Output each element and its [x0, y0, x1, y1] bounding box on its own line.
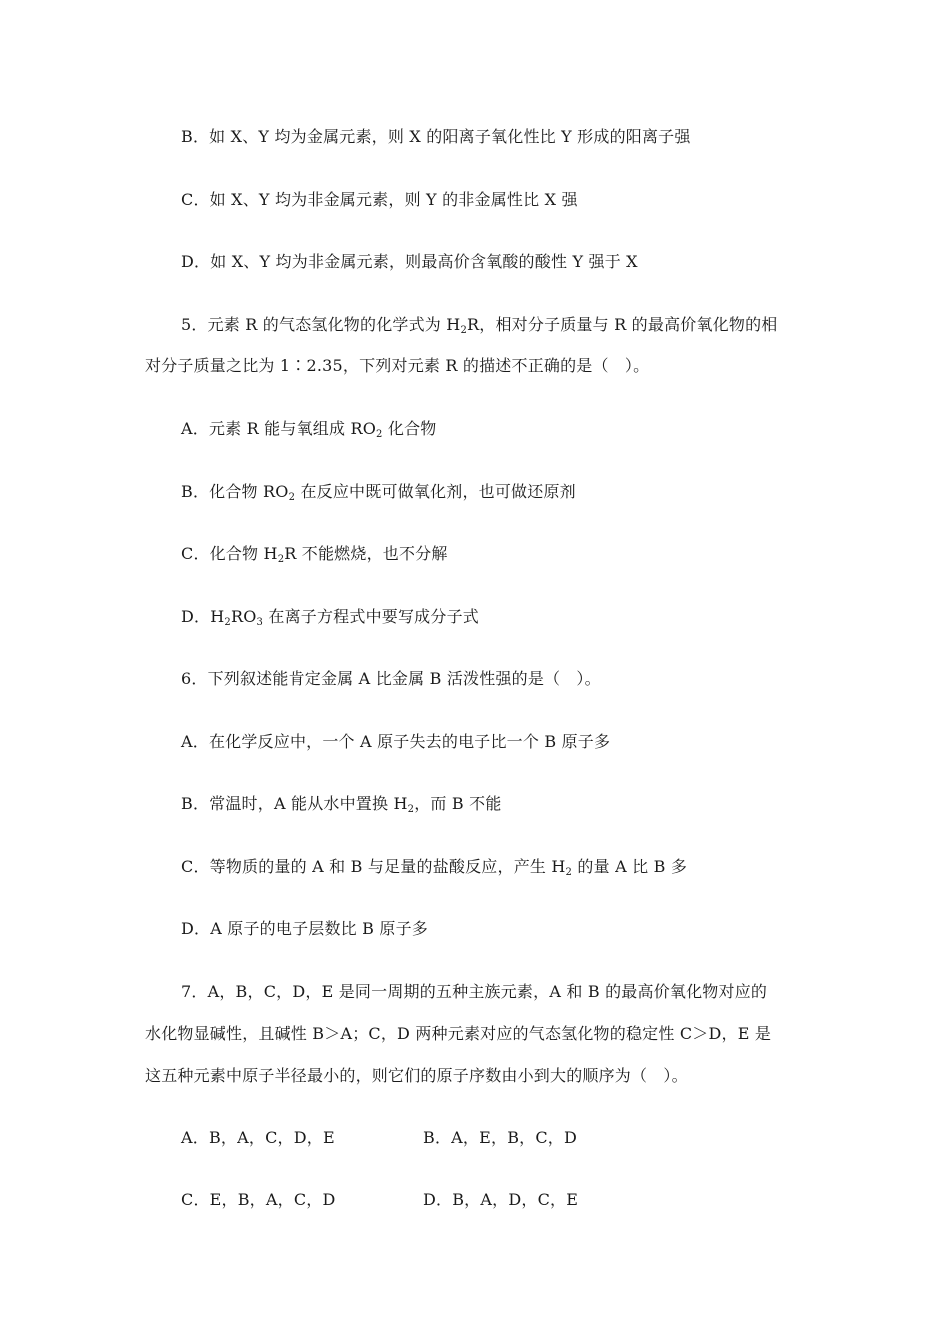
q5-option-d: D．$H_2RO_3$ 在离子方程式中要写成分子式 — [181, 607, 479, 628]
q5-option-b: B．化合物 $RO_2$ 在反应中既可做氧化剂，也可做还原剂 — [181, 482, 576, 503]
q6-option-d: D．A 原子的电子层数比 B 原子多 — [181, 919, 428, 938]
q4-option-d: D．如 X、Y 均为非金属元素，则最高价含氧酸的酸性 Y 强于 X — [181, 252, 638, 271]
q5-stem-line1: 5．元素 R 的气态氢化物的化学式为 $H_2R$，相对分子质量与 R 的最高价氧化物的相 — [181, 315, 778, 336]
q7-stem-line1: 7．A，B，C，D，E 是同一周期的五种主族元素，A 和 B 的最高价氧化物对应的 — [181, 982, 768, 1001]
q6-stem: 6．下列叙述能肯定金属 A 比金属 B 活泼性强的是（ ）。 — [181, 669, 601, 688]
q7-options-row2 — [181, 1190, 781, 1210]
q7-options-row1 — [181, 1128, 781, 1148]
q5-option-a: A．元素 R 能与氧组成 $RO_2$ 化合物 — [181, 419, 437, 440]
q4-option-b: B．如 X、Y 均为金属元素，则 X 的阳离子氧化性比 Y 形成的阳离子强 — [181, 127, 691, 146]
q7-option-a: A．B，A，C，D，E — [181, 1128, 335, 1147]
q6-option-a: A．在化学反应中，一个 A 原子失去的电子比一个 B 原子多 — [181, 732, 611, 751]
q7-option-c: C．E，B，A，C，D — [181, 1190, 336, 1209]
q7-stem-line2: 水化物显碱性，且碱性 B＞A；C，D 两种元素对应的气态氢化物的稳定性 C＞D，E 是 — [145, 1024, 772, 1043]
q6-option-b: B．常温时，A 能从水中置换 $H_2$，而 B 不能 — [181, 794, 502, 815]
q7-option-d: D．B，A，D，C，E — [423, 1190, 579, 1209]
q7-option-b: B．A，E，B，C，D — [423, 1128, 578, 1147]
q4-option-c: C．如 X、Y 均为非金属元素，则 Y 的非金属性比 X 强 — [181, 190, 578, 209]
q7-stem-line3: 这五种元素中原子半径最小的，则它们的原子序数由小到大的顺序为（ ）。 — [145, 1066, 688, 1085]
q6-option-c: C．等物质的量的 A 和 B 与足量的盐酸反应，产生 $H_2$ 的量 A 比 B 多 — [181, 857, 688, 878]
q5-stem-line2: 对分子质量之比为 1∶2.35，下列对元素 R 的描述不正确的是（ ）。 — [145, 356, 650, 375]
q5-option-c: C．化合物 $H_2R$ 不能燃烧，也不分解 — [181, 544, 448, 565]
